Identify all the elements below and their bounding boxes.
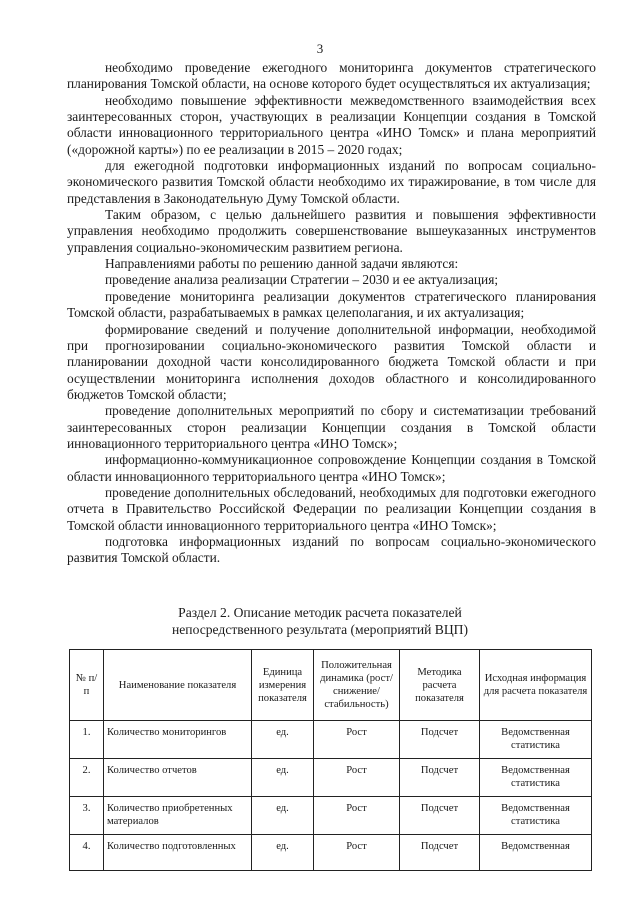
cell-unit: ед. — [252, 759, 314, 797]
cell-unit: ед. — [252, 721, 314, 759]
cell-source: Ведомственная статистика — [480, 721, 592, 759]
cell-number: 4. — [70, 835, 104, 871]
cell-number: 2. — [70, 759, 104, 797]
cell-number: 3. — [70, 797, 104, 835]
cell-unit: ед. — [252, 835, 314, 871]
header-cell-number: № п/п — [70, 650, 104, 721]
cell-dynamics: Рост — [314, 797, 400, 835]
paragraph: необходимо проведение ежегодного мониторинга документов стратегического планирования Томской области, на основе которого будет осуществляться их актуализация; — [67, 60, 596, 92]
paragraph: подготовка информационных изданий по вопросам социально-экономического развития Томской области. — [67, 533, 596, 566]
header-cell-dynamics: Положительная динамика (рост/снижение/ стабильность) — [314, 650, 400, 721]
indicators-table — [69, 649, 592, 871]
section-title — [0, 604, 640, 638]
paragraph: формирование сведений и получение дополнительной информации, необходимой при прогнозировании социально-экономического развития Томской области и планировании доходной части консолидированного бюджета Томской области и при осуществлении мониторинга исполнения доходов областного и консолидированного бюджетов Томской области; — [67, 321, 596, 402]
cell-method: Подсчет — [400, 835, 480, 871]
cell-source: Ведомственная — [480, 835, 592, 871]
cell-method: Подсчет — [400, 797, 480, 835]
header-cell-source: Исходная информация для расчета показателя — [480, 650, 592, 721]
paragraph: проведение дополнительных мероприятий по сбору и систематизации требований заинтересованных сторон реализации Концепции создания в Томской области инновационного территориального центра «ИНО Томск»; — [67, 403, 596, 451]
cell-name: Количество подготовленных — [104, 835, 252, 871]
paragraph: информационно-коммуникационное сопровождение Концепции создания в Томской области инновационного территориального центра «ИНО Томск»; — [67, 452, 596, 484]
section-title-line: Раздел 2. Описание методик расчета показателей — [178, 605, 462, 620]
cell-name: Количество мониторингов — [104, 721, 252, 759]
paragraph: проведение мониторинга реализации документов стратегического планирования Томской области, разрабатываемых в рамках целеполагания, и их актуализация; — [67, 288, 596, 321]
cell-source: Ведомственная статистика — [480, 797, 592, 835]
paragraph: необходимо повышение эффективности межведомственного взаимодействия всех заинтересованных сторон, участвующих в реализации Концепции создания в Томской области инновационного территориального центра «ИНО Томск» и плана мероприятий («дорожной карты») по ее реализации в 2015 – 2020 годах; — [67, 92, 596, 157]
table-row — [70, 721, 592, 759]
cell-name: Количество приобретенных материалов — [104, 797, 252, 835]
paragraph: Таким образом, с целью дальнейшего развития и повышения эффективности управления необходимо продолжить совершенствование вышеуказанных инструментов управления социально-экономическим развитием региона. — [67, 207, 596, 255]
table-row — [70, 835, 592, 871]
cell-dynamics: Рост — [314, 759, 400, 797]
cell-dynamics: Рост — [314, 721, 400, 759]
cell-dynamics: Рост — [314, 835, 400, 871]
cell-method: Подсчет — [400, 759, 480, 797]
header-cell-unit: Единица измерения показателя — [252, 650, 314, 721]
cell-method: Подсчет — [400, 721, 480, 759]
cell-unit: ед. — [252, 797, 314, 835]
paragraph: проведение дополнительных обследований, необходимых для подготовки ежегодного отчета в Правительство Российской Федерации по реализации Концепции создания в Томской области инновационного территориального центра «ИНО Томск»; — [67, 484, 596, 533]
paragraph: проведение анализа реализации Стратегии – 2030 и ее актуализация; — [105, 272, 499, 288]
section-title-line: непосредственного результата (мероприятий ВЦП) — [172, 622, 468, 637]
page-number: 3 — [316, 41, 324, 56]
document-body — [67, 60, 596, 567]
cell-name: Количество отчетов — [104, 759, 252, 797]
header-cell-method: Методика расчета показателя — [400, 650, 480, 721]
table-row — [70, 797, 592, 835]
table-header-row — [70, 650, 592, 721]
paragraph: Направлениями работы по решению данной задачи являются: — [105, 256, 459, 272]
cell-number: 1. — [70, 721, 104, 759]
header-cell-name: Наименование показателя — [104, 650, 252, 721]
table-row — [70, 759, 592, 797]
paragraph: для ежегодной подготовки информационных изданий по вопросам социально-экономического развития Томской области необходимо их тиражирование, в том числе для представления в Законодательную Думу Томской области. — [67, 158, 596, 206]
cell-source: Ведомственная статистика — [480, 759, 592, 797]
